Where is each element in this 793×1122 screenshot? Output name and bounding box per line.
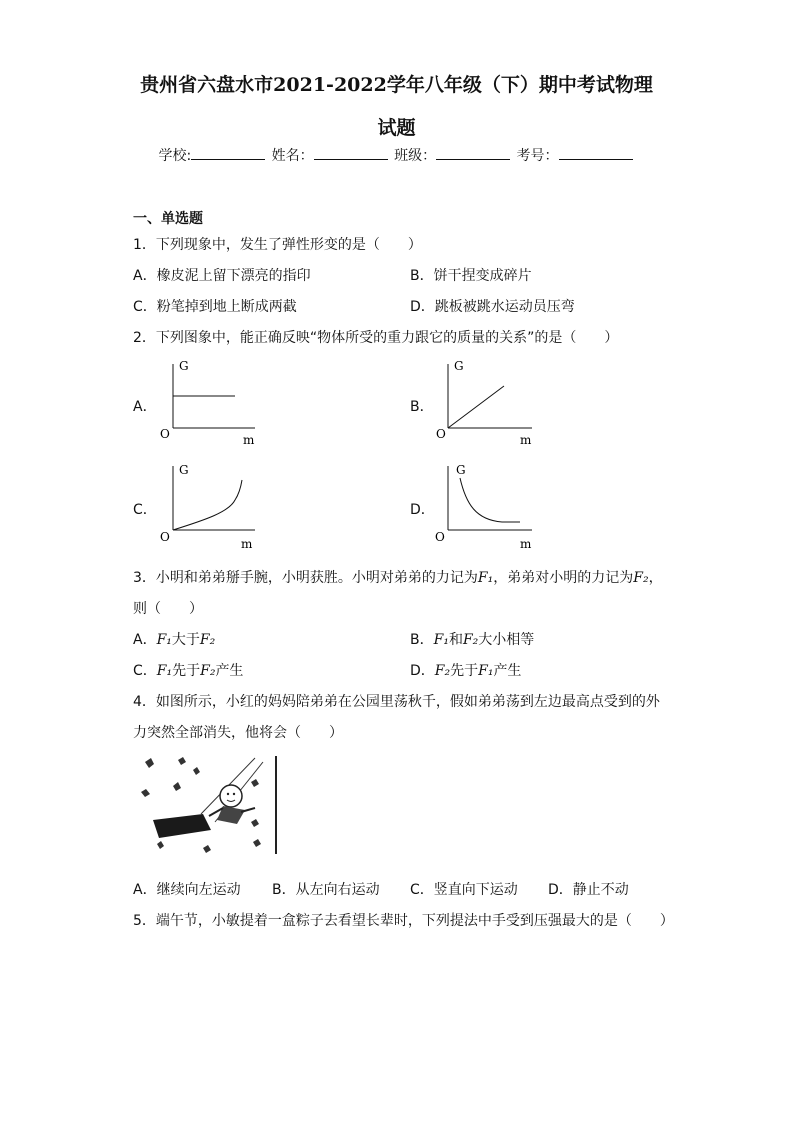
q4-option-d: D．静止不动 — [548, 882, 629, 898]
q2-option-a-label: A． — [133, 399, 157, 415]
q2d-axis-x: m — [520, 537, 532, 551]
class-blank — [436, 146, 510, 160]
q3c-prefix: C． — [133, 663, 157, 679]
q2c-axis-x: m — [241, 537, 253, 551]
q2b-origin: O — [436, 427, 446, 441]
q3a-f2: F₂ — [199, 632, 216, 648]
q2-graph-b — [432, 358, 542, 450]
q3-stem-line2: 则（ ） — [133, 601, 203, 617]
swing-illustration — [133, 752, 283, 862]
q3c-mid: 先于 — [172, 663, 201, 679]
q2-graph-a — [155, 358, 265, 450]
q4-option-c: C．竖直向下运动 — [410, 882, 518, 898]
exam-no-blank — [559, 146, 633, 160]
q3a-prefix: A． — [133, 632, 157, 648]
q4-stem-line2: 力突然全部消失，他将会（ ） — [133, 725, 343, 741]
q2-stem: 2．下列图象中，能正确反映“物体所受的重力跟它的质量的关系”的是（ ） — [133, 330, 619, 346]
q2-option-b-label: B． — [410, 399, 434, 415]
q3c-f1: F₁ — [156, 663, 173, 679]
q3-option-a — [133, 629, 215, 649]
q3d-f1: F₁ — [478, 663, 494, 679]
q3d-f2: F₂ — [434, 663, 451, 679]
q5-stem: 5．端午节，小敏提着一盒粽子去看望长辈时，下列提法中手受到压强最大的是（ ） — [133, 913, 674, 929]
name-label: 姓名： — [271, 148, 314, 164]
q3c-f2: F₂ — [200, 663, 216, 679]
q3-stem-part2: ，弟弟对小明的力记为 — [493, 570, 634, 586]
student-info-line — [0, 145, 793, 165]
q4-option-a: A．继续向左运动 — [133, 882, 241, 898]
q3b-f2: F₂ — [462, 632, 479, 648]
q2a-axis-x: m — [243, 433, 255, 447]
school-label: 学校: — [158, 148, 192, 164]
q3d-mid: 先于 — [450, 663, 479, 679]
q3a-mid: 大于 — [171, 632, 200, 648]
q3d-post: 产生 — [493, 663, 522, 679]
q1-option-b: B．饼干捏变成碎片 — [410, 268, 532, 284]
q3-option-b — [410, 629, 534, 649]
q3-stem-part3: ， — [648, 570, 663, 586]
q2-option-d-label: D． — [410, 502, 435, 518]
q1-option-c: C．粉笔掉到地上断成两截 — [133, 299, 297, 315]
q3-f1: F₁ — [477, 570, 494, 586]
q3-f2: F₂ — [633, 570, 649, 586]
q3-stem — [133, 567, 663, 587]
q3d-prefix: D． — [410, 663, 435, 679]
name-blank — [314, 146, 388, 160]
q2-option-c-label: C． — [133, 502, 157, 518]
q3b-f1: F₁ — [433, 632, 449, 648]
q2a-axis-y: G — [179, 359, 189, 373]
q2a-origin: O — [160, 427, 170, 441]
q3a-f1: F₁ — [156, 632, 172, 648]
q2c-axis-y: G — [179, 463, 189, 477]
q3b-post: 大小相等 — [478, 632, 535, 648]
q3-stem-part1: 3．小明和弟弟掰手腕，小明获胜。小明对弟弟的力记为 — [133, 570, 478, 586]
q4-option-b: B．从左向右运动 — [272, 882, 380, 898]
q3-option-c — [133, 660, 243, 680]
q1-option-d: D．跳板被跳水运动员压弯 — [410, 299, 575, 315]
q1-stem: 1．下列现象中，发生了弹性形变的是（ ） — [133, 237, 422, 253]
q3-option-d — [410, 660, 521, 680]
leaf-icon — [145, 758, 154, 768]
school-blank — [191, 146, 265, 160]
q2d-origin: O — [435, 530, 445, 544]
q2-graph-c — [155, 460, 265, 552]
q1-option-a: A．橡皮泥上留下漂亮的指印 — [133, 268, 311, 284]
page-title-line2: 试题 — [377, 117, 416, 139]
q3b-prefix: B． — [410, 632, 434, 648]
q4-stem-line1: 4．如图所示，小红的妈妈陪弟弟在公园里荡秋千，假如弟弟荡到左边最高点受到的外 — [133, 694, 660, 710]
page-title: 贵州省六盘水市2021-2022学年八年级（下）期中考试物理 — [140, 74, 653, 96]
q3b-mid: 和 — [448, 632, 463, 648]
q2b-axis-x: m — [520, 433, 532, 447]
q2-graph-d — [432, 460, 542, 552]
q2c-origin: O — [160, 530, 170, 544]
class-label: 班级： — [394, 148, 437, 164]
q3c-post: 产生 — [215, 663, 244, 679]
section-title: 一、单选题 — [133, 211, 203, 227]
q2d-axis-y: G — [456, 463, 466, 477]
q2b-axis-y: G — [454, 359, 464, 373]
exam-no-label: 考号： — [516, 148, 559, 164]
